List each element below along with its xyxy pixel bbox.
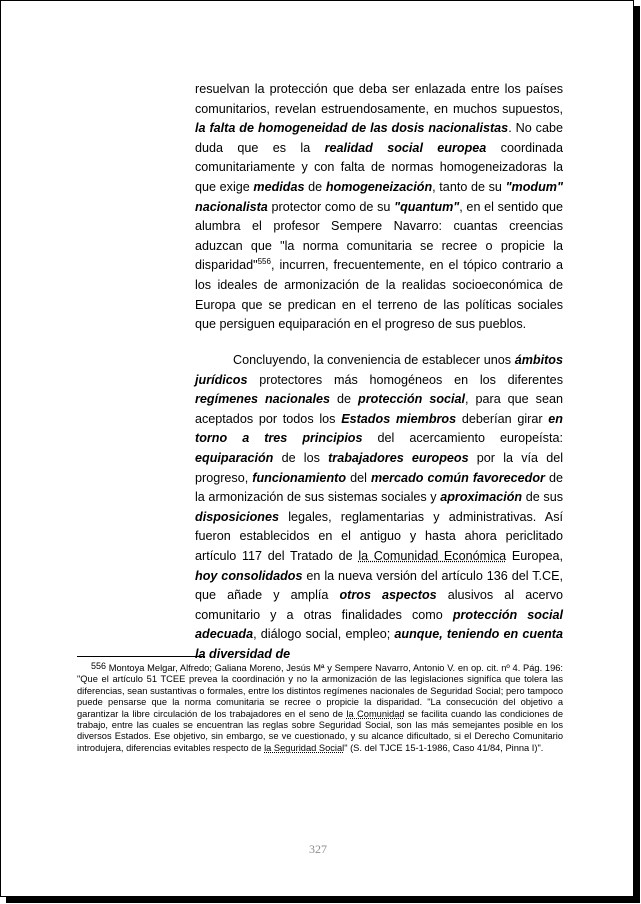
body-paragraph-1: resuelvan la protección que deba ser enlazada entre los países comunitarios, revelan estruendosamente, en muchos supuestos, la falta de homogeneidad de las dosis nacionalistas. No cabe duda que es la realidad social europea coordinada comunitariamente y con falta de normas homogeneizadoras la que exige medidas de homogeneización, tanto de su "modum" nacionalista protector como de su "quantum", en el sentido que alumbra el profesor Sempere Navarro: cuantas creencias aduzcan que "la norma comunitaria se recree o propicie la disparidad"$^{556}$, incurren, frecuentemente, en el tópico contrario a los ideales de armonización de la realidas socioeconómica de Europa que se predican en el terreno de las políticas sociales que persiguen equiparación en el progreso de sus pueblos.	[195, 82, 563, 332]
emphasis-text: Estados miembros	[341, 411, 457, 426]
emphasis-text: homogeneización	[325, 179, 433, 194]
footnote-marker: 556	[91, 661, 107, 671]
emphasis-text: protección social	[358, 392, 466, 407]
footnote: 556 Montoya Melgar, Alfredo; Galiana Moreno, Jesús Mª y Sempere Navarro, Antonio V. en op. cit. nº 4. Pág. 196: "Que el artículo 51 TCEE prevea la coordinación y no la armonización de las legislaciones signifíca que tolera las diferencias, sean sustantivas o formales, entre los distintos regímenes nacionales de Seguridad Social; pero tampoco puede pensarse que la norma comunitaria se recree o propicie la disparidad. "La consecución del objetivo a garantizar la libre circulación de los trabajadores en el seno de la Comunidad se facilita cuando las condiciones de trabajo, entre las cuales se encuentran las reglas sobre Seguridad Social, son las más semejantes posible en los diversos Estados. Ese objetivo, sin embargo, se ve cuestionado, y su alcance dificultado, si el Derecho Comunitario introdujera, diferencias evitables respecto de la Seguridad Social" (S. del TJCE 15-1-1986, Caso 41/84, Pinna I)".	[77, 661, 563, 753]
footnote-separator	[77, 656, 205, 657]
emphasis-text: protección social adecuada	[195, 607, 563, 642]
page-number: 327	[309, 842, 327, 856]
emphasis-text: realidad social europea	[324, 140, 487, 155]
emphasis-text: trabajadores europeos	[328, 450, 469, 465]
emphasis-text: aproximación	[440, 490, 523, 505]
body-paragraph-2: Concluyendo, la conveniencia de establecer unos ámbitos jurídicos protectores más homogéneos en los diferentes regímenes nacionales de protección social, para que sean aceptados por todos los Estados miembros deberían girar en torno a tres principios del acercamiento europeísta: equiparación de los trabajadores europeos por la vía del progreso, funcionamiento del mercado común favorecedor de la armonización de sus sistemas sociales y aproximación de sus disposiciones legales, reglamentarias y administrativas. Así fueron establecidos en el antiguo y hasta ahora periclitado artículo 117 del Tratado de la Comunidad Económica Europea, hoy consolidados en la nueva versión del artículo 136 del T.CE, que añade y amplía otros aspectos alusivos al acervo comunitario y a otras finalidades como protección social adecuada, diálogo social, empleo; aunque, teniendo en cuenta la diversidad de	[195, 353, 564, 661]
emphasis-text: "modum" nacionalista	[195, 179, 563, 214]
footnote-reference[interactable]: 556	[257, 257, 271, 267]
emphasis-text: "quantum"	[394, 199, 460, 214]
emphasis-text: en torno a tres principios	[195, 411, 563, 446]
dotted-underline-text: la Comunidad	[346, 708, 405, 719]
emphasis-text: otros aspectos	[339, 588, 437, 603]
emphasis-text: aunque, teniendo en cuenta la diversidad de	[195, 627, 563, 661]
emphasis-text: medidas	[253, 179, 305, 194]
emphasis-text: funcionamiento	[252, 470, 347, 485]
dotted-underline-text: la Comunidad Económica	[358, 548, 507, 563]
dotted-underline-text: la Seguridad Social	[264, 742, 345, 753]
emphasis-text: ámbitos jurídicos	[195, 353, 563, 387]
emphasis-text: regímenes nacionales	[195, 392, 331, 407]
emphasis-text: hoy consolidados	[195, 568, 303, 583]
emphasis-text: la falta de homogeneidad de las dosis nacionalistas	[195, 121, 509, 136]
emphasis-text: mercado común favorecedor	[370, 470, 545, 485]
emphasis-text: disposiciones	[195, 509, 279, 524]
emphasis-text: equiparación	[195, 450, 274, 465]
